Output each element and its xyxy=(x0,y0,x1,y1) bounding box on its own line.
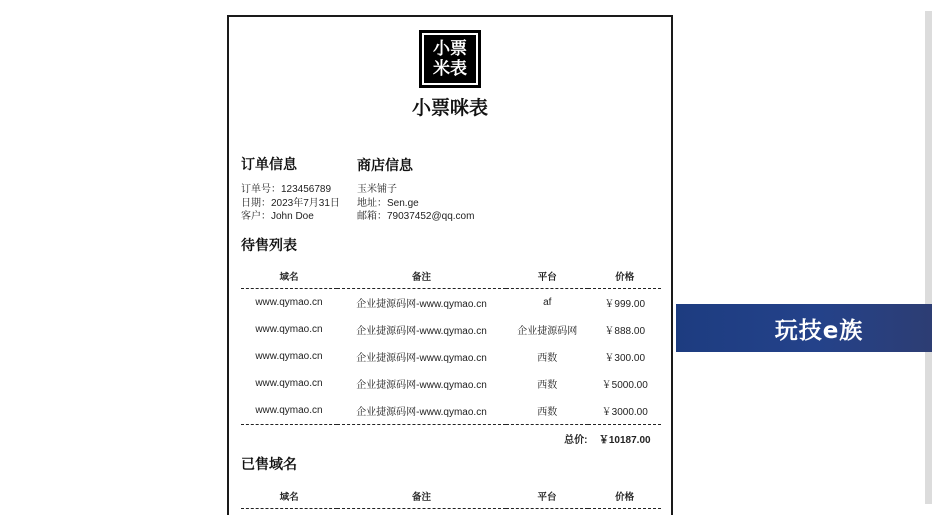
order-number: 订单号：123456789 xyxy=(241,184,332,195)
vertical-scrollbar[interactable] xyxy=(925,11,932,504)
cell-platform: 企业捷源码网 xyxy=(517,326,578,337)
brand-name: 小票咪表 xyxy=(411,97,488,119)
table-row xyxy=(241,289,661,317)
sold-table xyxy=(241,484,661,509)
for-sale-title: 待售列表 xyxy=(241,238,297,254)
table-header-row xyxy=(241,264,661,289)
col-platform: 平台 xyxy=(506,484,588,509)
table-header-row xyxy=(241,484,661,509)
order-info-title: 订单信息 xyxy=(241,157,297,173)
cell-domain: www.qymao.cn xyxy=(255,324,323,335)
cell-note: 企业捷源码网-www.qymao.cn xyxy=(356,353,487,364)
logo xyxy=(419,30,481,88)
col-price: 价格 xyxy=(588,484,661,509)
cell-platform: 西数 xyxy=(537,380,558,391)
receipt xyxy=(227,15,673,515)
col-domain: 域名 xyxy=(241,264,337,289)
cell-domain: www.qymao.cn xyxy=(241,397,337,425)
for-sale-table xyxy=(241,264,661,452)
shop-name: 玉米铺子 xyxy=(357,184,397,195)
shop-info-title: 商店信息 xyxy=(357,158,413,174)
table-row xyxy=(241,316,661,343)
cell-platform: 西数 xyxy=(506,397,588,425)
cell-price: ￥5000.00 xyxy=(601,380,648,391)
col-price: 价格 xyxy=(588,264,661,289)
total-value: ￥10187.00 xyxy=(598,435,651,446)
cell-price: ￥3000.00 xyxy=(588,397,661,425)
cell-note: 企业捷源码网-www.qymao.cn xyxy=(337,397,506,425)
cell-domain: www.qymao.cn xyxy=(255,351,323,362)
logo-line-1: 小票 xyxy=(433,39,467,59)
cell-price: ￥999.00 xyxy=(604,299,646,310)
cell-note: 企业捷源码网-www.qymao.cn xyxy=(356,299,487,310)
watermark-banner xyxy=(676,304,932,352)
table-row xyxy=(241,343,661,370)
cell-price: ￥300.00 xyxy=(604,353,646,364)
total-row xyxy=(241,425,661,453)
banner-text: 玩技e族 xyxy=(774,317,864,344)
cell-note: 企业捷源码网-www.qymao.cn xyxy=(356,380,487,391)
logo-line-2: 米表 xyxy=(433,59,467,79)
col-platform: 平台 xyxy=(506,264,588,289)
col-domain: 域名 xyxy=(241,484,337,509)
cell-note: 企业捷源码网-www.qymao.cn xyxy=(356,326,487,337)
table-row xyxy=(241,397,661,425)
order-info xyxy=(241,183,340,224)
cell-price: ￥888.00 xyxy=(604,326,646,337)
cell-platform: 西数 xyxy=(537,353,558,364)
cell-domain: www.qymao.cn xyxy=(255,297,323,308)
col-note: 备注 xyxy=(337,484,506,509)
shop-info xyxy=(357,183,474,224)
order-date: 日期：2023年7月31日 xyxy=(241,197,340,209)
col-note: 备注 xyxy=(337,264,506,289)
shop-address: 地址：Sen.ge xyxy=(357,197,419,209)
cell-platform: af xyxy=(543,297,552,308)
order-customer: 客户：John Doe xyxy=(241,211,314,222)
shop-email: 邮箱：79037452@qq.com xyxy=(357,211,475,222)
total-label: 总价: xyxy=(564,435,588,446)
table-row xyxy=(241,370,661,397)
sold-title: 已售域名 xyxy=(241,457,297,473)
cell-domain: www.qymao.cn xyxy=(255,378,323,389)
